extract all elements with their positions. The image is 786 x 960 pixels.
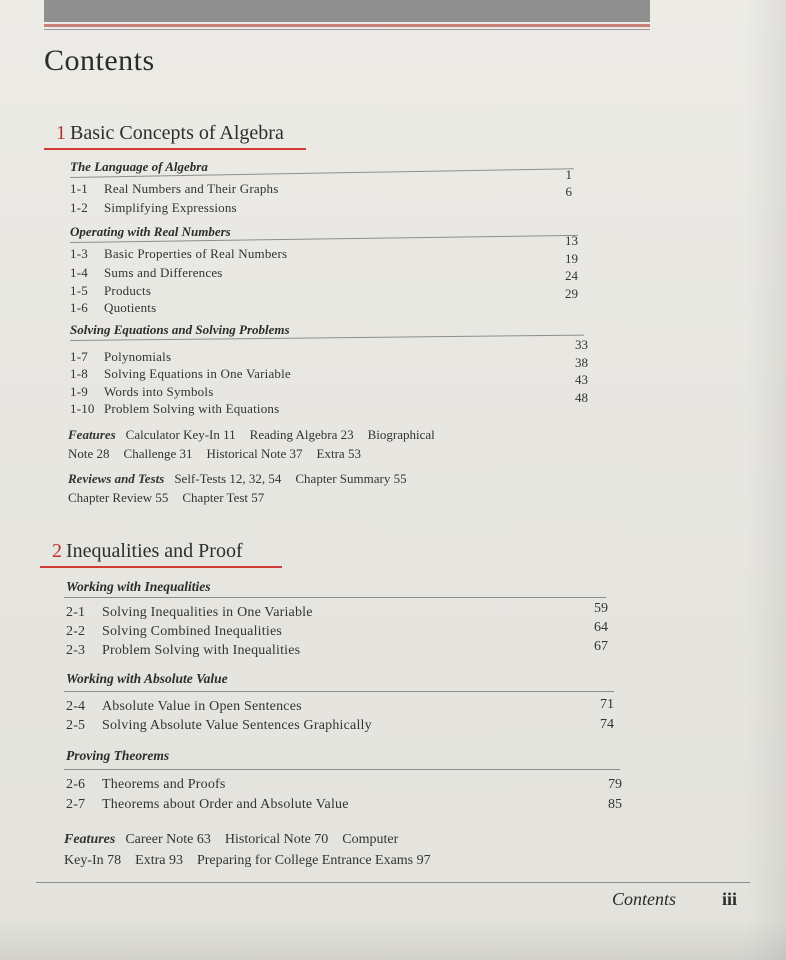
lesson-title: Solving Inequalities in One Variable (102, 605, 313, 620)
lesson-title: Solving Absolute Value Sentences Graphically (102, 718, 372, 733)
lesson-number: 1-9 (70, 384, 88, 399)
lesson-1-8[interactable] (70, 366, 291, 382)
page-shadow-right (746, 0, 786, 960)
lesson-number: 2-2 (66, 624, 86, 639)
chapter-reviews (68, 469, 407, 507)
lesson-title: Polynomials (104, 349, 172, 364)
lesson-2-3[interactable] (66, 643, 300, 659)
lesson-number: 1-7 (70, 349, 88, 364)
chapter-title-text: Basic Concepts of Algebra (70, 122, 284, 144)
chapter-1-title[interactable] (56, 122, 284, 145)
section-heading: The Language of Algebra (70, 159, 208, 174)
section-heading: Proving Theorems (66, 748, 170, 763)
page-number: 24 (565, 268, 578, 283)
page-number: 67 (594, 639, 608, 654)
header-rule-gray (44, 29, 650, 30)
lesson-number: 1-6 (70, 300, 88, 315)
chapter-features (68, 425, 435, 463)
lesson-2-1[interactable] (66, 605, 313, 621)
lesson-number: 1-4 (70, 265, 88, 280)
lesson-1-5[interactable] (70, 283, 151, 299)
section-heading: Operating with Real Numbers (70, 224, 231, 239)
feature-item: Career Note 63 (125, 832, 211, 847)
feature-item: Extra 93 (135, 853, 183, 868)
lesson-number: 1-1 (70, 181, 88, 196)
lesson-number: 2-6 (66, 777, 86, 792)
feature-item: Historical Note 37 (206, 446, 303, 461)
reviews-label: Reviews and Tests (68, 471, 165, 486)
lesson-title: Real Numbers and Their Graphs (104, 181, 279, 196)
lesson-title: Problem Solving with Equations (104, 401, 280, 416)
feature-item: Reading Algebra 23 (249, 427, 354, 442)
chapter-underline (40, 566, 282, 568)
lesson-number: 1-5 (70, 283, 88, 298)
lesson-title: Solving Equations in One Variable (104, 366, 291, 381)
page-number: 79 (608, 777, 622, 792)
footer-rule (36, 882, 750, 883)
feature-item: Note 28 (68, 446, 110, 461)
lesson-1-3[interactable] (70, 246, 287, 262)
lesson-1-9[interactable] (70, 384, 213, 400)
lesson-1-7[interactable] (70, 349, 171, 365)
page-title: Contents (44, 44, 155, 77)
lesson-1-4[interactable] (70, 265, 223, 281)
lesson-title: Theorems and Proofs (102, 777, 226, 792)
lesson-number: 1-8 (70, 366, 88, 381)
feature-item: Key-In 78 (64, 853, 122, 868)
page-number: 64 (594, 620, 608, 635)
page-number: 85 (608, 797, 622, 812)
chapter-title-text: Inequalities and Proof (66, 540, 243, 562)
lesson-1-6[interactable] (70, 300, 156, 316)
feature-item: Computer (342, 832, 399, 847)
lesson-2-5[interactable] (66, 718, 372, 734)
feature-item: Historical Note 70 (224, 832, 329, 847)
page-number: 74 (600, 717, 614, 732)
feature-item: Biographical (367, 427, 435, 442)
features-label: Features (68, 427, 116, 442)
lesson-title: Theorems about Order and Absolute Value (102, 797, 349, 812)
header-band (44, 0, 650, 22)
header-rule-red (44, 24, 650, 27)
lesson-title: Simplifying Expressions (104, 200, 237, 215)
lesson-title: Words into Symbols (104, 384, 214, 399)
lesson-title: Problem Solving with Inequalities (102, 643, 301, 658)
chapter-number: 2 (52, 540, 62, 562)
page-shadow-bottom (0, 920, 786, 960)
page-number: 6 (565, 184, 572, 199)
page-number: 1 (565, 167, 572, 182)
page-number: 19 (565, 251, 578, 266)
page-number: 33 (575, 337, 588, 352)
lesson-title: Solving Combined Inequalities (102, 624, 283, 639)
lesson-number: 1-10 (70, 401, 95, 416)
lesson-1-10[interactable] (70, 401, 279, 417)
feature-item: Calculator Key-In 11 (125, 427, 236, 442)
section-heading: Working with Inequalities (66, 579, 211, 594)
lesson-number: 2-1 (66, 605, 86, 620)
lesson-title: Sums and Differences (104, 265, 223, 280)
lesson-1-2[interactable] (70, 200, 237, 216)
lesson-title: Quotients (104, 300, 157, 315)
section-heading: Solving Equations and Solving Problems (70, 322, 290, 337)
section-rule (64, 769, 620, 770)
page-number: 59 (594, 601, 608, 616)
footer-label: Contents (612, 889, 677, 909)
feature-item: Challenge 31 (123, 446, 193, 461)
page-number: 48 (575, 390, 588, 405)
lesson-2-6[interactable] (66, 777, 226, 793)
page-number: 71 (600, 697, 614, 712)
lesson-number: 2-4 (66, 699, 86, 714)
lesson-number: 2-5 (66, 718, 86, 733)
lesson-2-2[interactable] (66, 624, 282, 640)
lesson-2-7[interactable] (66, 797, 349, 813)
chapter-underline (44, 148, 306, 150)
chapter-number: 1 (56, 122, 66, 144)
page-number: 38 (575, 355, 588, 370)
lesson-number: 1-3 (70, 246, 88, 261)
lesson-number: 2-3 (66, 643, 86, 658)
chapter-features (64, 829, 431, 871)
section-rule (64, 691, 614, 692)
lesson-2-4[interactable] (66, 699, 302, 715)
page-number: 43 (575, 372, 588, 387)
lesson-title: Absolute Value in Open Sentences (102, 699, 302, 714)
review-item: Chapter Review 55 (68, 490, 169, 505)
review-item: Chapter Summary 55 (295, 471, 407, 486)
page-number: 13 (565, 233, 578, 248)
page-number: 29 (565, 286, 578, 301)
lesson-title: Products (104, 283, 152, 298)
chapter-2-title[interactable] (52, 540, 243, 563)
lesson-number: 1-2 (70, 200, 88, 215)
footer-page-number: iii (722, 889, 738, 909)
feature-item: Preparing for College Entrance Exams 97 (196, 853, 431, 868)
section-heading: Working with Absolute Value (66, 671, 228, 686)
lesson-number: 2-7 (66, 797, 86, 812)
features-label: Features (64, 832, 116, 847)
review-item: Self-Tests 12, 32, 54 (174, 471, 282, 486)
feature-item: Extra 53 (316, 446, 361, 461)
lesson-1-1[interactable] (70, 181, 279, 197)
review-item: Chapter Test 57 (182, 490, 265, 505)
section-rule (64, 597, 606, 598)
lesson-title: Basic Properties of Real Numbers (104, 246, 288, 261)
